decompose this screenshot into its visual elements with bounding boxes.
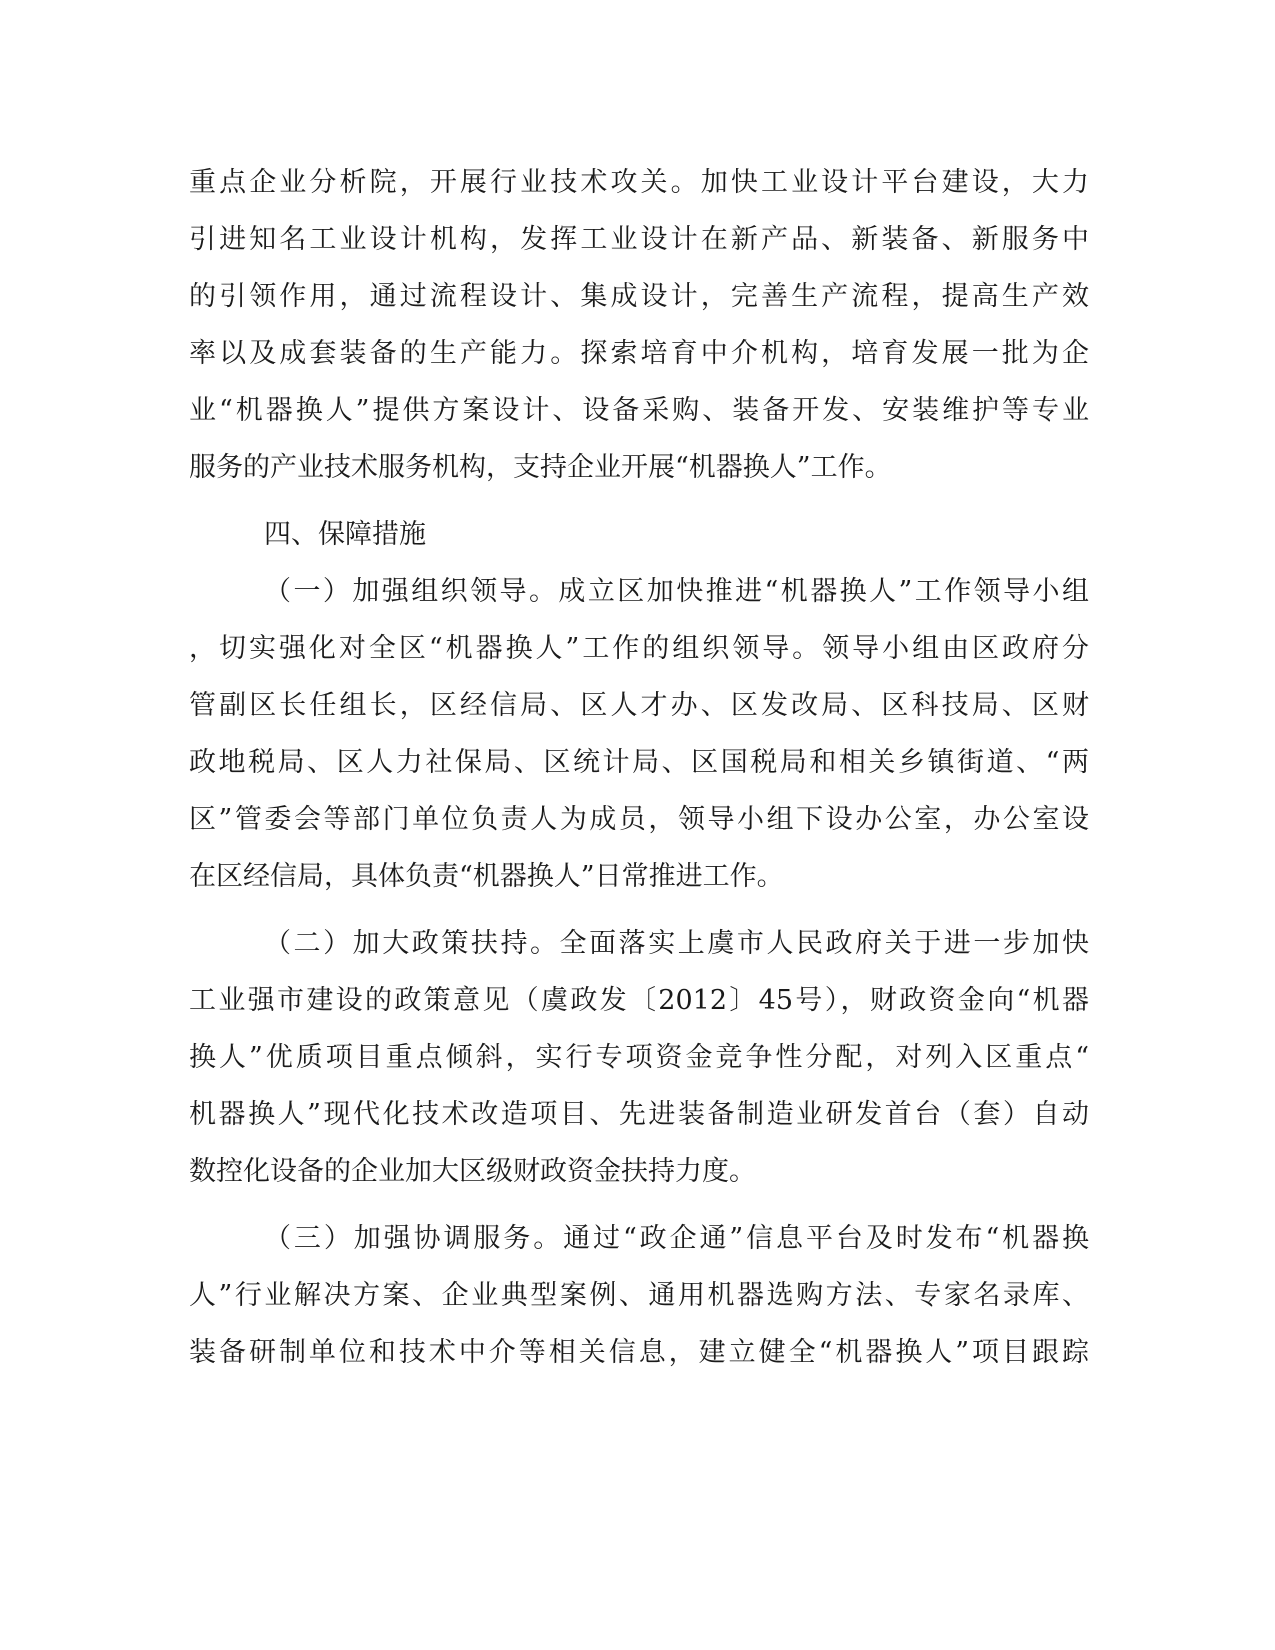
paragraph-3-line-3: 换人”优质项目重点倾斜，实行专项资金竞争性分配，对列入区重点“ xyxy=(189,1042,1089,1073)
paragraph-1-line-5: 业“机器换人”提供方案设计、设备采购、装备开发、安装维护等专业 xyxy=(189,395,1089,426)
paragraph-3-line-1: （二）加大政策扶持。全面落实上虞市人民政府关于进一步加快 xyxy=(264,928,1089,959)
paragraph-3-line-2: 工业强市建设的政策意见（虞政发〔2012〕45号），财政资金向“机器 xyxy=(189,985,1089,1016)
paragraph-1-line-1: 重点企业分析院，开展行业技术攻关。加快工业设计平台建设，大力 xyxy=(189,167,1089,198)
paragraph-4-line-2: 人”行业解决方案、企业典型案例、通用机器选购方法、专家名录库、 xyxy=(189,1280,1089,1311)
paragraph-4-line-3: 装备研制单位和技术中介等相关信息，建立健全“机器换人”项目跟踪 xyxy=(189,1337,1089,1368)
paragraph-2-line-5: 区”管委会等部门单位负责人为成员，领导小组下设办公室，办公室设 xyxy=(189,804,1089,835)
paragraph-2-line-4: 政地税局、区人力社保局、区统计局、区国税局和相关乡镇街道、“两 xyxy=(189,747,1089,778)
paragraph-1-line-2: 引进知名工业设计机构，发挥工业设计在新产品、新装备、新服务中 xyxy=(189,224,1089,255)
paragraph-3-line-5: 数控化设备的企业加大区级财政资金扶持力度。 xyxy=(189,1156,756,1187)
paragraph-2-line-2: ，切实强化对全区“机器换人”工作的组织领导。领导小组由区政府分 xyxy=(189,633,1089,664)
paragraph-1-line-4: 率以及成套装备的生产能力。探索培育中介机构，培育发展一批为企 xyxy=(189,338,1089,369)
paragraph-2-line-6: 在区经信局，具体负责“机器换人”日常推进工作。 xyxy=(189,861,784,892)
paragraph-2-line-3: 管副区长任组长，区经信局、区人才办、区发改局、区科技局、区财 xyxy=(189,690,1089,721)
paragraph-2-line-1: （一）加强组织领导。成立区加快推进“机器换人”工作领导小组 xyxy=(264,576,1089,607)
paragraph-4-line-1: （三）加强协调服务。通过“政企通”信息平台及时发布“机器换 xyxy=(264,1223,1089,1254)
paragraph-1-line-6: 服务的产业技术服务机构，支持企业开展“机器换人”工作。 xyxy=(189,452,892,483)
paragraph-1-line-3: 的引领作用，通过流程设计、集成设计，完善生产流程，提高生产效 xyxy=(189,281,1089,312)
paragraph-3-line-4: 机器换人”现代化技术改造项目、先进装备制造业研发首台（套）自动 xyxy=(189,1099,1089,1130)
section-heading: 四、保障措施 xyxy=(264,519,426,550)
